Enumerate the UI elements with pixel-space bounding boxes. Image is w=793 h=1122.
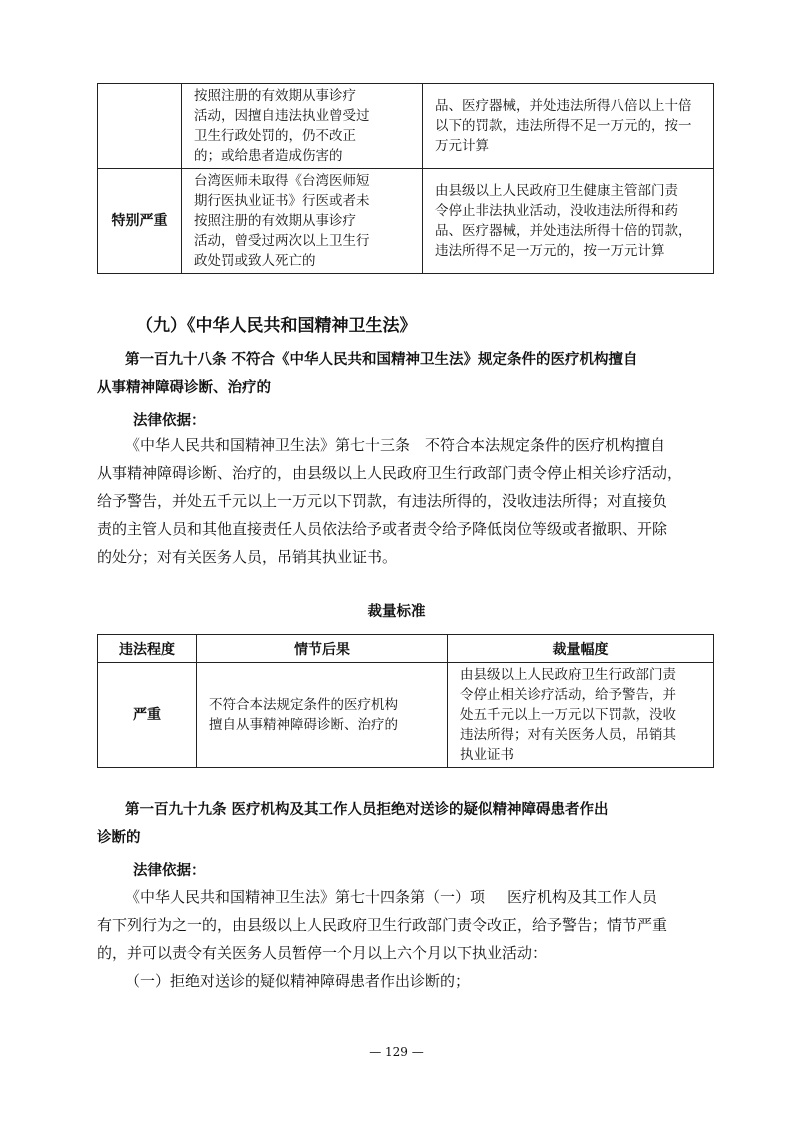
header-violation-level: 违法程度 [98,635,197,663]
penalty-range-cell: 由县级以上人民政府卫生行政部门责 令停止相关诊疗活动，给予警告，并 处五千元以上一万元以下罚款，没收 违法所得；对有关医务人员，吊销其 执业证书 [448,663,714,768]
clause-item-1: （一）拒绝对送诊的疑似精神障碍患者作出诊断的； [125,972,471,990]
circumstance-cell: 按照注册的有效期从事诊疗 活动，因擅自违法执业曾受过 卫生行政处罚的，仍不改正 的；或给患者造成伤害的 [182,84,423,169]
penalty-table-continued [97,83,714,274]
table-header-row [98,635,714,663]
penalty-range-cell: 品、医疗器械，并处违法所得八倍以上十倍 以下的罚款，违法所得不足一万元的，按一 万元计算 [423,84,714,169]
violation-level-cell: 特别严重 [98,169,182,274]
section-heading: （九）《中华人民共和国精神卫生法》 [136,316,417,336]
legal-basis-text: 《中华人民共和国精神卫生法》第七十四条第（一）项 医疗机构及其工作人员 有下列行为之一的，由县级以上人民政府卫生行政部门责令改正，给予警告；情节严重 的，并可以责令有关医务人员暂停一个月以上六个月以下执业活动： （一）拒绝对送诊的疑似精神障碍患者作出诊断的； [97,883,717,995]
page-number: — 129 — [369,1045,424,1059]
penalty-range-cell: 由县级以上人民政府卫生健康主管部门责 令停止非法执业活动，没收违法所得和药 品、医疗器械，并处违法所得十倍的罚款， 违法所得不足一万元的，按一万元计算 [423,169,714,274]
header-circumstance: 情节后果 [197,635,448,663]
table-row [98,169,714,274]
legal-basis-label: 法律依据： [133,413,206,429]
article-198-title: 第一百九十八条 不符合《中华人民共和国精神卫生法》规定条件的医疗机构擅自 从事精神障碍诊断、治疗的 [97,352,638,396]
violation-level-cell: 严重 [98,663,197,768]
header-penalty-range: 裁量幅度 [448,635,714,663]
discretion-standard-table [97,634,714,768]
legal-basis-label: 法律依据： [133,863,206,879]
table-row [98,663,714,768]
legal-basis-text: 《中华人民共和国精神卫生法》第七十三条 不符合本法规定条件的医疗机构擅自 从事精神障碍诊断、治疗的，由县级以上人民政府卫生行政部门责令停止相关诊疗活动， 给予警告，并处五千元以上一万元以下罚款，有违法所得的，没收违法所得；对直接负 责的主管人员和其他直接责任人员依法给予或者责令给予降低岗位等级或者撤职、开除 的处分；对有关医务人员，吊销其执业证书。 [97,436,683,566]
circumstance-cell: 不符合本法规定条件的医疗机构 擅自从事精神障碍诊断、治疗的 [197,663,448,768]
article-199-title: 第一百九十九条 医疗机构及其工作人员拒绝对送诊的疑似精神障碍患者作出 诊断的 [97,802,609,846]
circumstance-cell: 台湾医师未取得《台湾医师短 期行医执业证书》行医或者未 按照注册的有效期从事诊疗 活动，曾受过两次以上卫生行 政处罚或致人死亡的 [182,169,423,274]
standard-caption: 裁量标准 [367,604,426,620]
violation-level-cell [98,84,182,169]
table-row [98,84,714,169]
